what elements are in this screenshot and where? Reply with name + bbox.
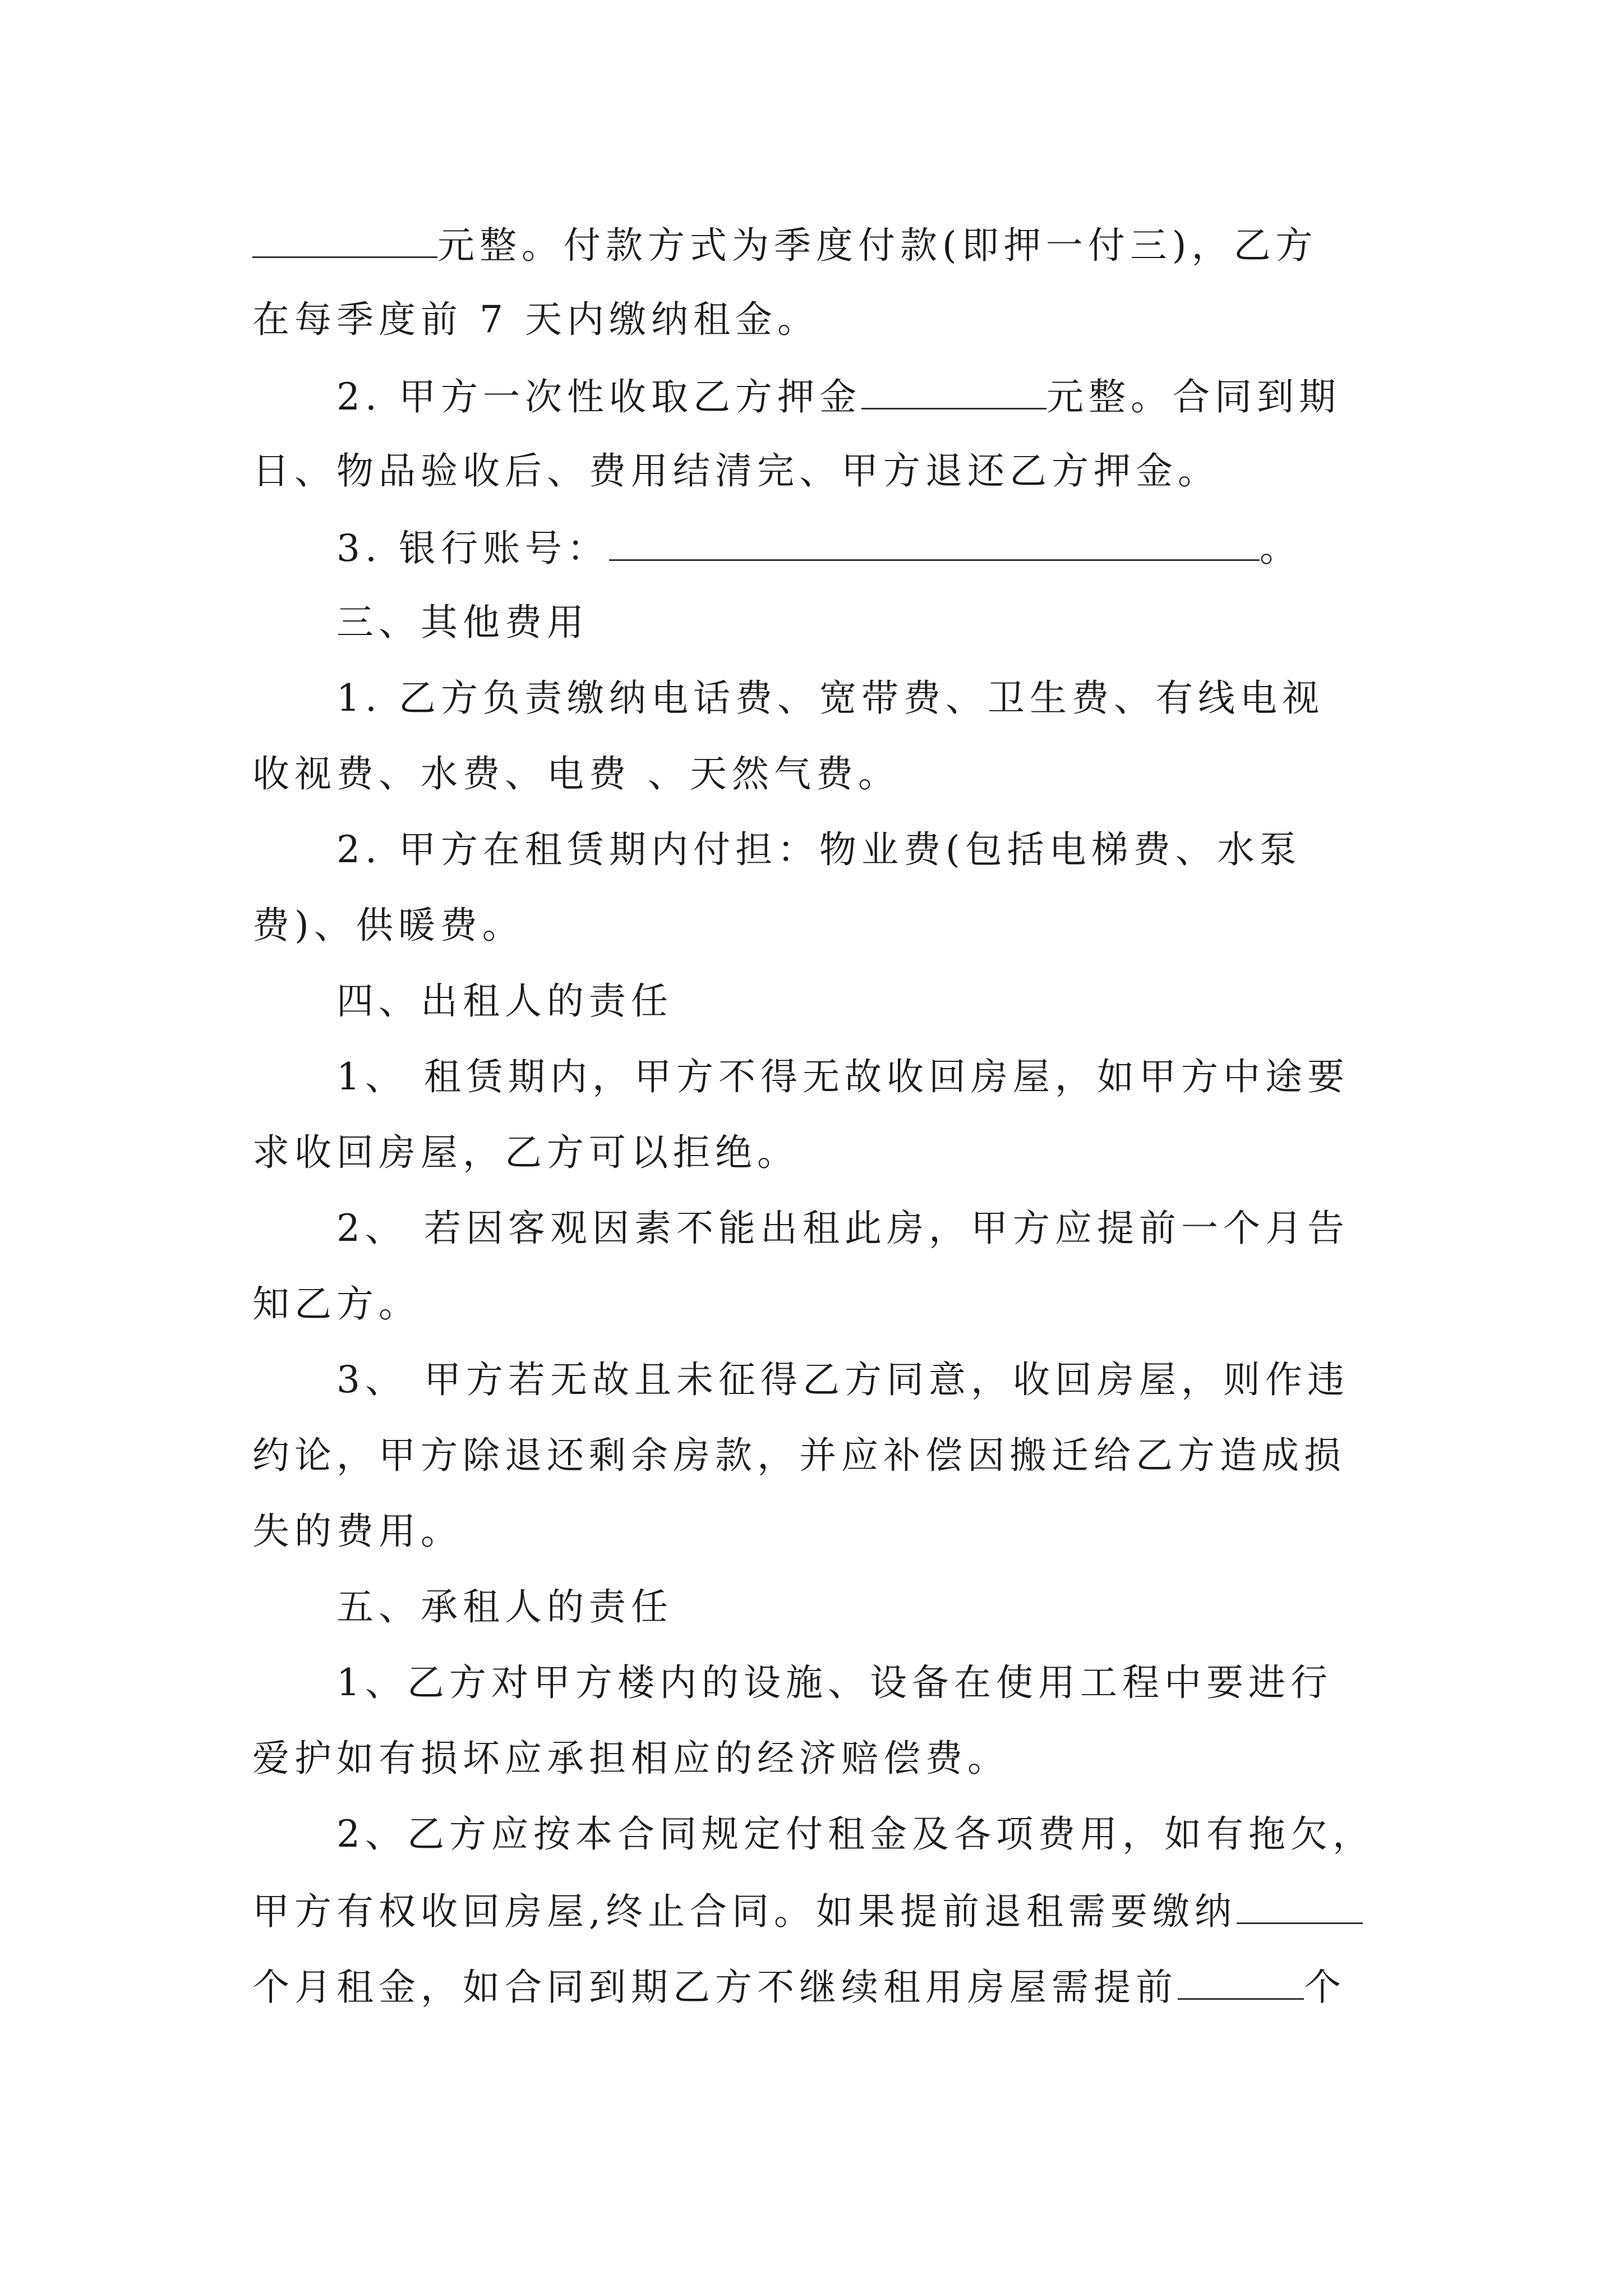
text-line	[252, 1888, 1402, 1932]
text-line: 1、乙方对甲方楼内的设施、设备在使用工程中要进行	[336, 1661, 1332, 1704]
blank-deposit-amount	[861, 373, 1046, 409]
section-heading: 三、其他费用	[336, 601, 589, 644]
section-heading: 四、出租人的责任	[336, 979, 673, 1023]
text-line	[336, 524, 1486, 569]
section-heading: 五、承租人的责任	[336, 1585, 673, 1628]
text-line: 2、 若因客观因素不能出租此房，甲方应提前一个月告	[336, 1207, 1349, 1250]
text-line: 3、 甲方若无故且未征得乙方同意，收回房屋，则作违	[336, 1358, 1349, 1401]
text-line: 费)、供暖费。	[252, 904, 524, 947]
text-line: 失的费用。	[252, 1510, 463, 1553]
blank-rent-amount	[252, 222, 437, 258]
text-line	[336, 373, 1486, 418]
line-text: 元整。合同到期	[1046, 375, 1341, 418]
text-line: 求收回房屋，乙方可以拒绝。	[252, 1131, 799, 1174]
text-line: 知乙方。	[252, 1282, 421, 1326]
text-line: 日、物品验收后、费用结清完、甲方退还乙方押金。	[252, 449, 1220, 493]
text-line: 爱护如有损坏应承担相应的经济赔偿费。	[252, 1737, 1009, 1780]
blank-notice-months	[1178, 1963, 1304, 2000]
line-text: 甲方有权收回房屋,终止合同。如果提前退租需要缴纳	[252, 1890, 1237, 1933]
text-line: 2. 甲方在租赁期内付担：物业费(包括电梯费、水泵	[336, 828, 1302, 871]
blank-bank-account	[609, 524, 1260, 561]
text-line	[252, 222, 1402, 266]
text-line: 在每季度前 7 天内缴纳租金。	[252, 298, 819, 341]
text-line: 收视费、水费、电费 、天然气费。	[252, 752, 900, 795]
line-text: 2. 甲方一次性收取乙方押金	[336, 375, 861, 418]
line-text: 。	[1259, 527, 1302, 570]
text-line: 1. 乙方负责缴纳电话费、宽带费、卫生费、有线电视	[336, 677, 1324, 720]
text-line: 约论，甲方除退还剩余房款，并应补偿因搬迁给乙方造成损	[252, 1434, 1346, 1477]
blank-months-rent	[1237, 1888, 1363, 1924]
line-text: 元整。付款方式为季度付款(即押一付三)，乙方	[437, 224, 1318, 267]
text-line	[252, 1963, 1402, 2008]
line-text: 3. 银行账号：	[336, 527, 609, 570]
text-line: 1、 租赁期内，甲方不得无故收回房屋，如甲方中途要	[336, 1055, 1349, 1098]
line-text: 个月租金，如合同到期乙方不继续租用房屋需提前	[252, 1966, 1178, 2009]
text-line: 2、乙方应按本合同规定付租金及各项费用，如有拖欠，	[336, 1812, 1375, 1856]
line-text: 个	[1304, 1966, 1346, 2009]
